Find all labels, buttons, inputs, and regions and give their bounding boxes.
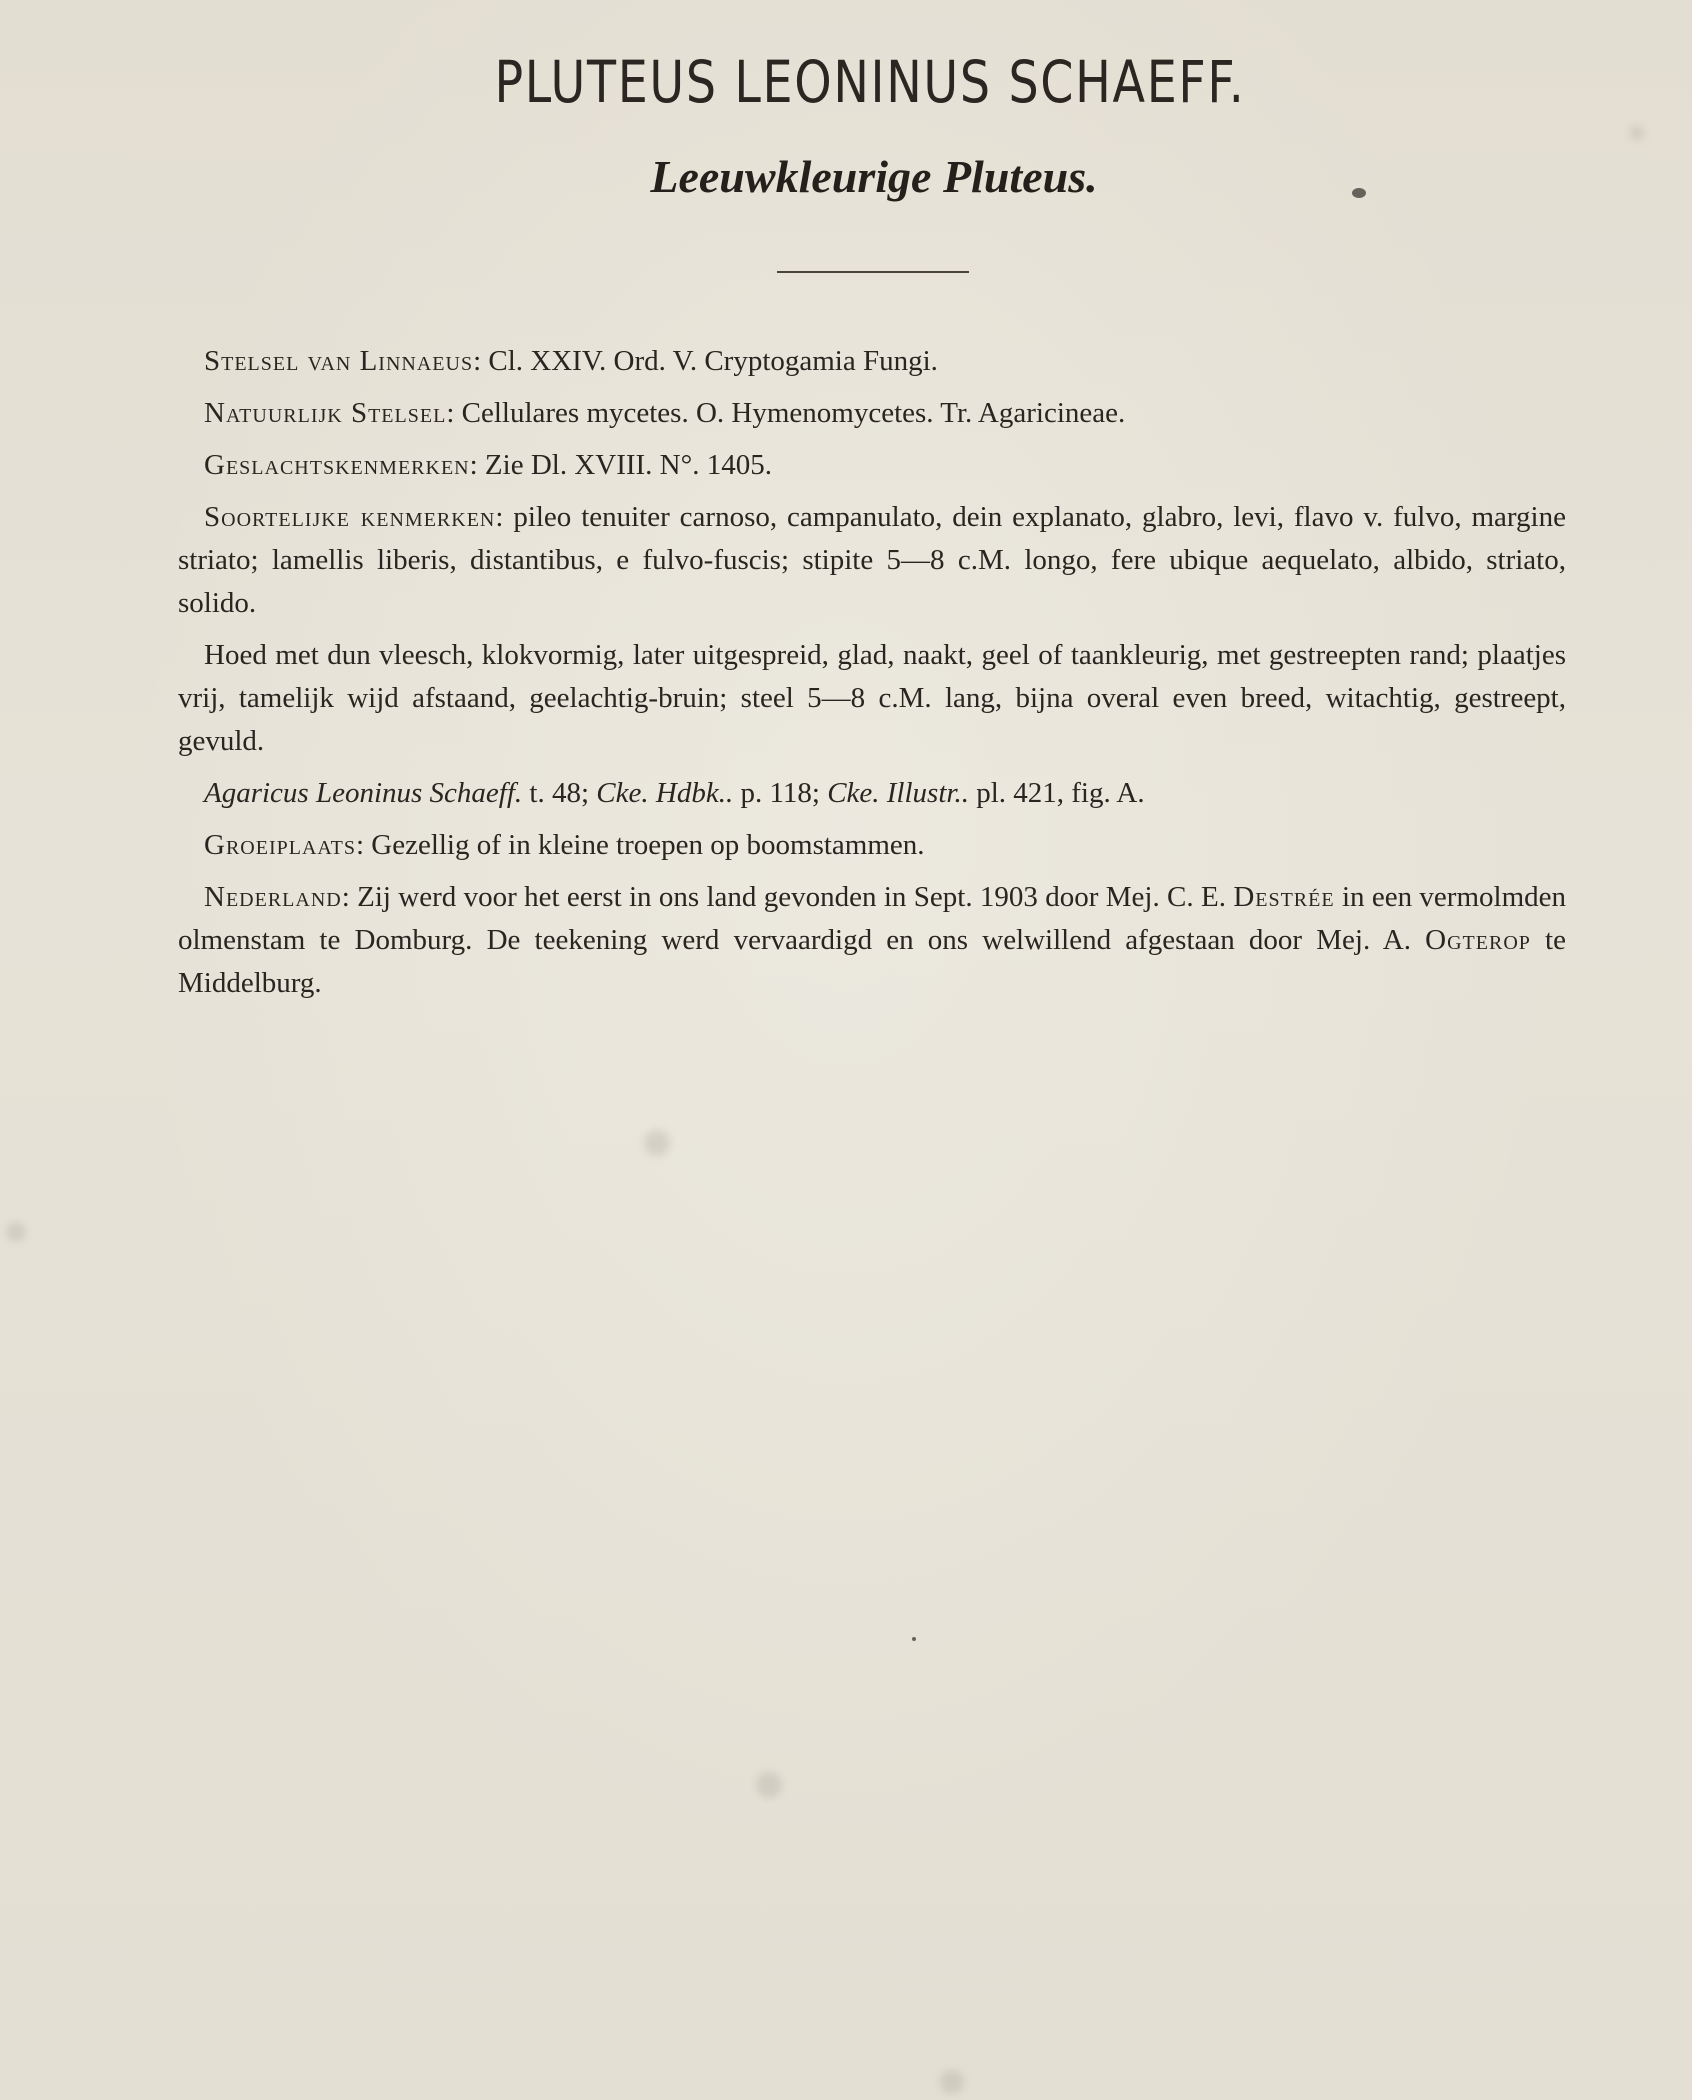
species-characters-label: Soortelijke kenmerken (204, 501, 496, 533)
habitat-label: Groeiplaats (204, 829, 356, 861)
netherlands-text-1: : Zij werd voor het eerst in ons land gevonden in Sept. 1903 door Mej. C. E. (341, 881, 1234, 913)
synonym-references-paragraph (178, 772, 1566, 815)
netherlands-text-2: in een vermolmden olmenstam te Domburg. De teekening werd vervaardigd en ons welwillend afgestaan door Mej. A. (178, 881, 1566, 956)
ink-speck (1352, 188, 1366, 198)
synonym-name: Agaricus Leoninus Schaeff. (204, 777, 523, 809)
synonym-ref-2: Cke. Illustr.. (827, 777, 969, 809)
natural-system-label: Natuurlijk Stelsel (204, 397, 447, 429)
genus-characters-paragraph (178, 444, 1566, 487)
habitat-text: : Gezellig of in kleine troepen op boomstammen. (355, 829, 925, 861)
synonym-ref-1: Cke. Hdbk.. (596, 777, 734, 809)
title-rule (777, 271, 969, 273)
genus-characters-label: Geslachtskenmerken (204, 449, 470, 481)
species-characters-paragraph (178, 496, 1566, 625)
ink-speck (912, 1637, 916, 1641)
netherlands-label: Nederland (204, 881, 342, 913)
linnaeus-system-paragraph (178, 340, 1566, 383)
linnaeus-label: Stelsel van Linnaeus (204, 345, 474, 377)
dutch-description-text: Hoed met dun vleesch, klokvormig, later uitgespreid, glad, naakt, geel of taankleurig, met gestreepten rand; plaatjes vrij, tamelijk wijd afstaand, geelachtig-bruin; steel 5—8 c.M. lang, bijna overal even breed, witachtig, gestreept, gevuld. (178, 639, 1566, 757)
page-subtitle: Leeuwkleurige Pluteus. (650, 151, 1098, 202)
synonym-ref-text-3: pl. 421, fig. A. (968, 777, 1145, 809)
linnaeus-text: : Cl. XXIV. Ord. V. Cryptogamia Fungi. (473, 345, 938, 377)
species-characters-text: : pileo tenuiter carnoso, campanulato, dein explanato, glabro, levi, flavo v. fulvo, margine striato; lamellis liberis, distantibus, e fulvo-fuscis; stipite 5—8 c.M. longo, fere ubique aequelato, albido, striato, solido. (178, 501, 1566, 619)
description-body (178, 340, 1566, 1014)
paper-smudge (644, 1130, 670, 1156)
collector-name: Destrée (1233, 881, 1335, 913)
paper-smudge (6, 1222, 26, 1242)
paper-smudge (1630, 126, 1644, 140)
netherlands-text-3: te Middelburg. (178, 924, 1566, 999)
genus-characters-text: : Zie Dl. XVIII. N°. 1405. (469, 449, 772, 481)
paper-smudge (756, 1772, 782, 1798)
natural-system-text: : Cellulares mycetes. O. Hymenomycetes. Tr. Agaricineae. (446, 397, 1126, 429)
synonym-ref-text-2: p. 118; (733, 777, 828, 809)
habitat-paragraph (178, 824, 1566, 867)
netherlands-paragraph (178, 876, 1566, 1005)
natural-system-paragraph (178, 392, 1566, 435)
paper-smudge (940, 2070, 964, 2094)
page-title: PLUTEUS LEONINUS SCHAEFF. (494, 48, 1246, 116)
illustrator-name: Ogterop (1425, 924, 1531, 956)
synonym-ref-text-1: t. 48; (522, 777, 597, 809)
dutch-description-paragraph (178, 634, 1566, 763)
